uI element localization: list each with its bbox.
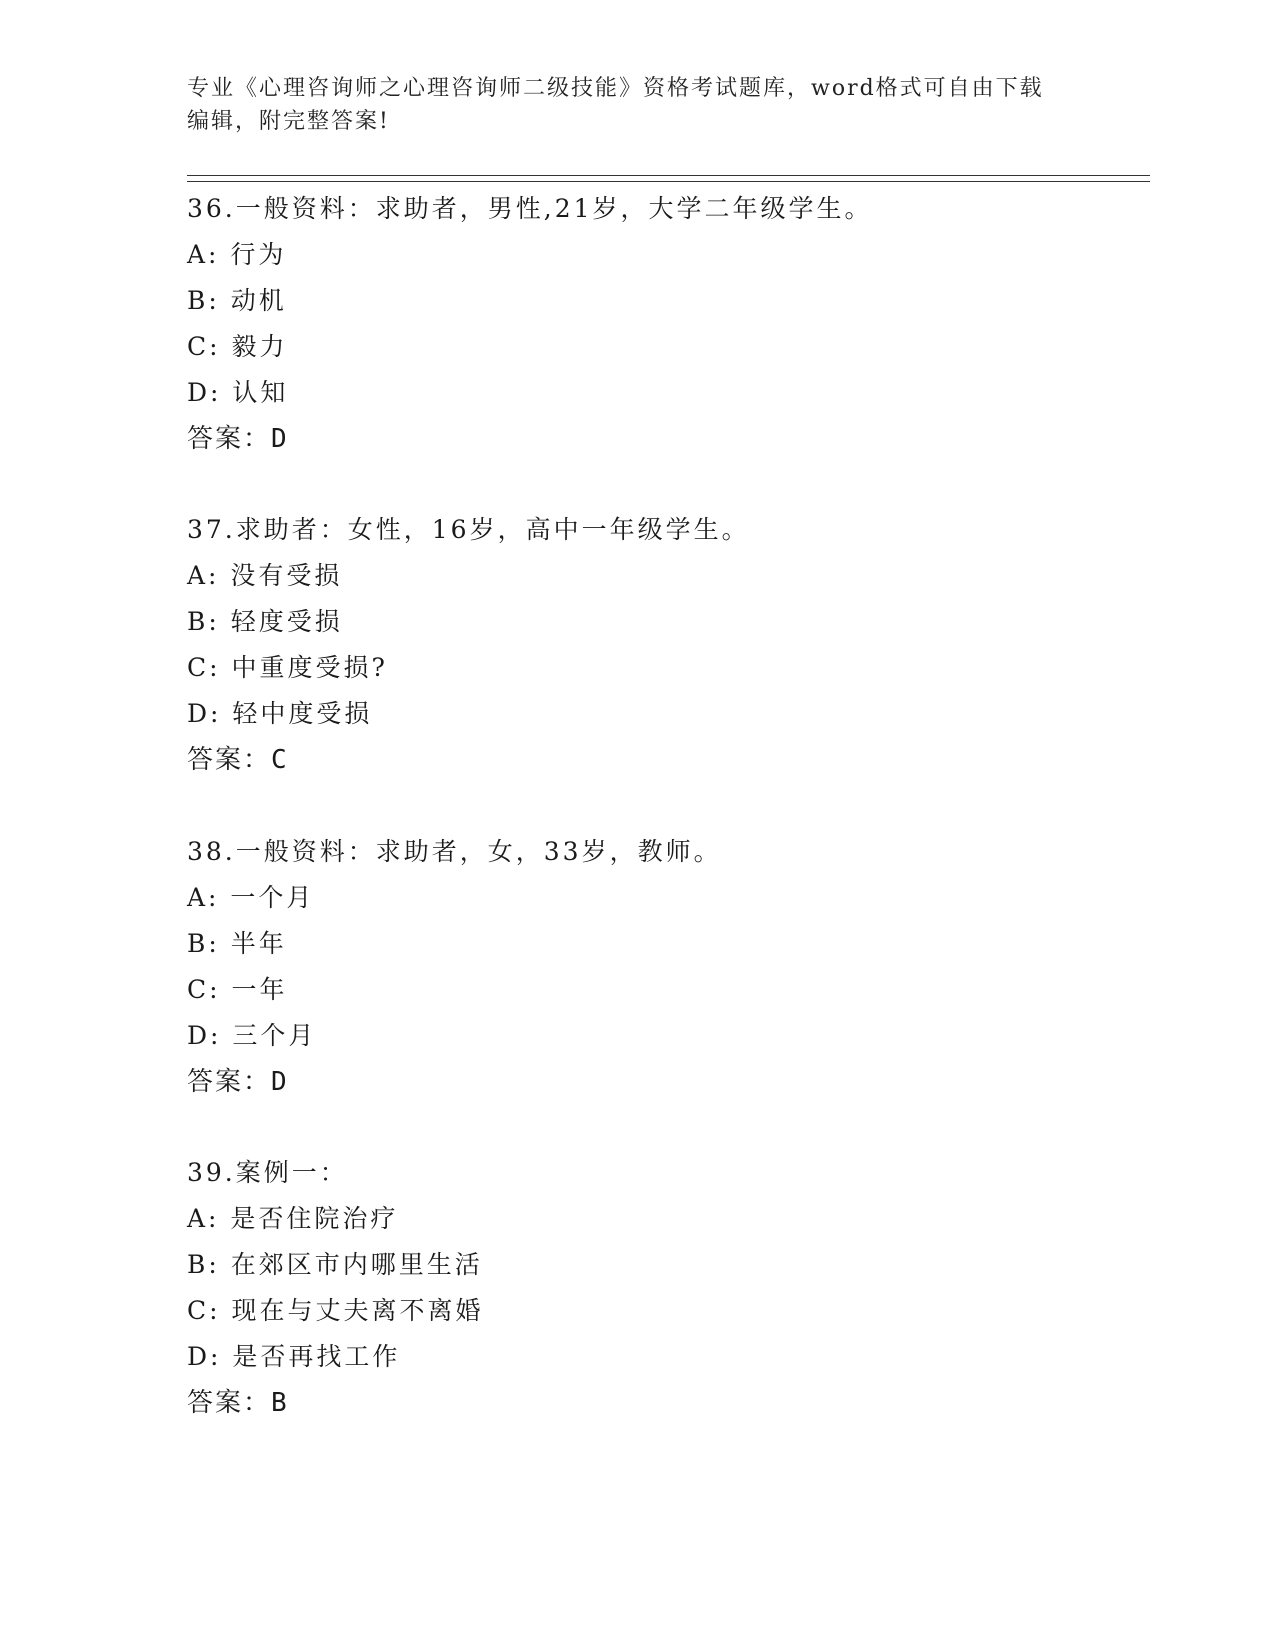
option-c: C: 毅力: [187, 332, 288, 361]
answer: [187, 1380, 1147, 1426]
option-b: B: 半年: [187, 929, 287, 958]
answer: [187, 1059, 1147, 1105]
answer-value: C: [271, 745, 288, 775]
question-stem: 36.一般资料：求助者，男性,21岁，大学二年级学生。: [187, 194, 873, 223]
question-stem: 39.案例一：: [187, 1158, 348, 1187]
option-d: D: 是否再找工作: [187, 1342, 401, 1371]
option-c: C: 一年: [187, 975, 288, 1004]
option-c: C: 现在与丈夫离不离婚: [187, 1296, 484, 1325]
option-a: A: 行为: [187, 240, 287, 269]
question-36: [187, 186, 1147, 462]
option-b: B: 动机: [187, 286, 287, 315]
header-line-2: 编辑，附完整答案!: [187, 109, 390, 134]
question-39: [187, 1150, 1147, 1426]
answer-label: 答案：: [187, 424, 272, 454]
answer-label: 答案：: [187, 1067, 272, 1097]
answer-value: B: [271, 1388, 288, 1418]
question-38: [187, 829, 1147, 1105]
header-divider-bottom: [187, 181, 1150, 182]
option-c: C: 中重度受损?: [187, 653, 388, 682]
document-header: [187, 72, 1087, 138]
option-d: D: 认知: [187, 378, 289, 407]
option-b: B: 轻度受损: [187, 607, 343, 636]
question-37: [187, 507, 1147, 783]
option-a: A: 没有受损: [187, 561, 343, 590]
header-line-1: 专业《心理咨询师之心理咨询师二级技能》资格考试题库，word格式可自由下载: [187, 76, 1044, 101]
answer-value: D: [271, 424, 288, 454]
option-d: D: 轻中度受损: [187, 699, 373, 728]
header-divider-top: [187, 175, 1150, 176]
option-a: A: 是否住院治疗: [187, 1204, 399, 1233]
answer: [187, 737, 1147, 783]
answer-label: 答案：: [187, 1388, 272, 1418]
option-a: A: 一个月: [187, 883, 315, 912]
option-b: B: 在郊区市内哪里生活: [187, 1250, 483, 1279]
question-stem: 37.求助者：女性，16岁，高中一年级学生。: [187, 515, 750, 544]
answer-label: 答案：: [187, 745, 272, 775]
answer: [187, 416, 1147, 462]
question-stem: 38.一般资料：求助者，女，33岁，教师。: [187, 837, 722, 866]
option-d: D: 三个月: [187, 1021, 317, 1050]
answer-value: D: [271, 1067, 288, 1097]
